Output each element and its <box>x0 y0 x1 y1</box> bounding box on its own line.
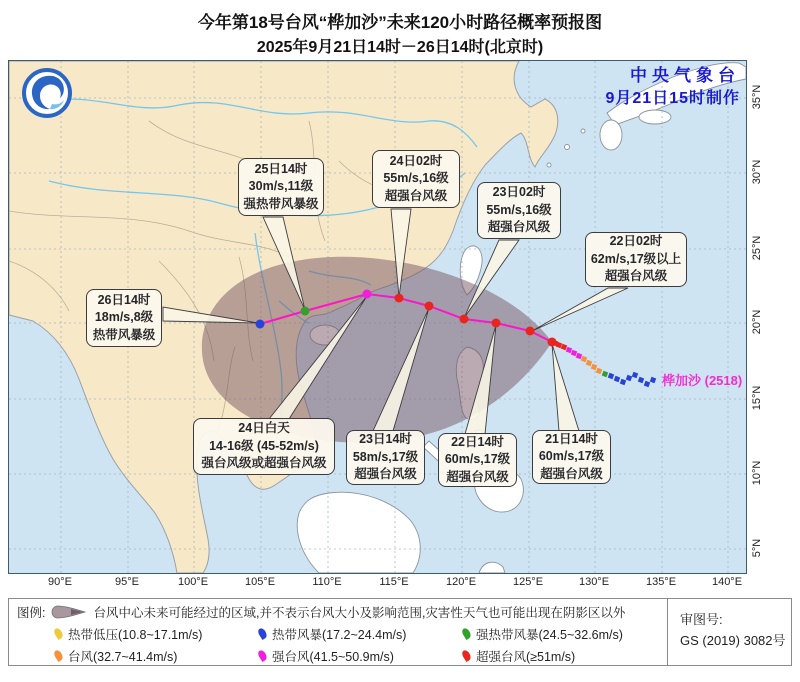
sulawesi <box>479 562 505 573</box>
forecast-point <box>256 320 265 329</box>
lat-tick-label: 15°N <box>751 385 763 411</box>
review-number: GS (2019) 3082号 <box>680 633 786 648</box>
legend-item-label: 热带低压(10.8~17.1m/s) <box>68 627 203 642</box>
page-subtitle: 2025年9月21日14时－26日14时(北京时) <box>256 39 544 56</box>
callout-line: 30m/s,11级 <box>248 179 314 194</box>
cone-icon <box>51 604 87 620</box>
callout-line: 26日14时 <box>97 292 151 307</box>
agency-issue-time: 9月21日15时制作 <box>605 90 740 107</box>
callout-line: 超强台风级 <box>604 269 668 284</box>
forecast-callout <box>86 289 162 347</box>
legend-item <box>463 625 667 643</box>
lat-tick-label: 25°N <box>751 235 763 261</box>
typhoon-category-marker <box>461 649 473 662</box>
observed-track <box>552 340 656 387</box>
lon-tick-label: 115°E <box>379 576 409 588</box>
lat-tick-label: 35°N <box>751 84 763 110</box>
callout-line: 超强台风级 <box>384 188 448 203</box>
forecast-callout <box>532 430 611 484</box>
lon-tick-label: 95°E <box>115 576 139 588</box>
borneo <box>297 492 420 573</box>
storm-name-label: 桦加沙 (2518) <box>662 373 743 388</box>
callout-line: 22日14时 <box>451 434 504 449</box>
forecast-callout <box>238 158 324 216</box>
lon-tick-label: 130°E <box>578 576 610 588</box>
lat-tick-label: 5°N <box>751 538 763 558</box>
observed-point <box>638 377 644 383</box>
callout-line: 60m/s,17级 <box>444 452 511 467</box>
callout-line: 55m/s,16级 <box>486 202 552 217</box>
lon-tick-label: 135°E <box>645 576 677 588</box>
legend-box <box>8 598 792 666</box>
callout-line: 24日02时 <box>389 153 443 168</box>
legend-item <box>259 625 463 643</box>
callout-line: 超强台风级 <box>487 220 551 235</box>
legend-row-1 <box>55 624 667 643</box>
legend-item <box>463 647 667 665</box>
forecast-callout <box>585 232 687 287</box>
observed-point <box>602 371 608 377</box>
callout-line: 23日14时 <box>359 432 412 447</box>
callout-line: 60m/s,17级 <box>538 449 605 464</box>
observed-point <box>591 364 597 370</box>
japan-shikoku <box>639 110 671 124</box>
callout-line: 21日14时 <box>545 431 598 446</box>
japan-kyushu <box>600 120 622 150</box>
lat-tick-label: 10°N <box>751 460 763 486</box>
lat-tick-label: 20°N <box>751 309 763 335</box>
forecast-callout <box>477 182 561 239</box>
callout-line: 25日14时 <box>254 161 308 176</box>
forecast-point <box>395 294 404 303</box>
callout-line: 24日白天 <box>238 421 290 436</box>
lat-tick-label: 30°N <box>751 159 763 185</box>
forecast-point <box>492 319 501 328</box>
legend-item-label: 强热带风暴(24.5~32.6m/s) <box>476 627 623 642</box>
legend-item <box>55 647 259 665</box>
observed-point <box>576 353 582 359</box>
observed-point <box>581 356 587 362</box>
observed-point <box>614 376 620 382</box>
lon-tick-label: 105°E <box>244 576 276 588</box>
callout-line: 62m/s,17级以上 <box>590 251 682 266</box>
legend-item-label: 热带风暴(17.2~24.4m/s) <box>272 627 407 642</box>
forecast-point <box>526 327 535 336</box>
callout-line: 超强台风级 <box>354 467 417 482</box>
callout-tail <box>532 288 628 331</box>
lon-tick-label: 125°E <box>512 576 544 588</box>
observed-point <box>650 377 656 383</box>
callout-line: 超强台风级 <box>540 466 603 481</box>
lon-tick-label: 110°E <box>312 576 342 588</box>
page-title: 今年第18号台风“桦加沙”未来120小时路径概率预报图 <box>197 13 603 32</box>
legend-caption: 图例: <box>17 606 46 620</box>
callout-line: 强热带风暴级 <box>243 196 319 211</box>
legend-cone-row <box>17 603 667 621</box>
callout-tail <box>552 344 579 431</box>
observed-point <box>566 347 572 353</box>
observed-point <box>626 375 632 381</box>
cma-logo <box>20 66 74 120</box>
legend-item-label: 超强台风(≥51m/s) <box>476 649 576 664</box>
forecast-callout <box>346 430 425 485</box>
callout-line: 14-16级 (45-52m/s) <box>209 438 319 453</box>
legend-item <box>55 625 259 643</box>
lon-tick-label: 140°E <box>711 576 743 588</box>
map-review-box <box>668 599 791 665</box>
observed-point <box>586 360 592 366</box>
legend-item-label: 强台风(41.5~50.9m/s) <box>272 649 394 664</box>
callout-line: 热带风暴级 <box>92 327 156 342</box>
typhoon-category-marker <box>461 627 473 640</box>
observed-point <box>644 381 650 387</box>
lon-tick-label: 100°E <box>177 576 209 588</box>
observed-point <box>571 350 577 356</box>
observed-point <box>632 372 638 378</box>
observed-point <box>596 368 602 374</box>
callout-line: 55m/s,16级 <box>383 171 449 186</box>
legend-main <box>9 599 668 665</box>
typhoon-category-marker <box>53 627 65 640</box>
typhoon-category-marker <box>257 649 269 662</box>
typhoon-category-marker <box>53 649 65 662</box>
forecast-point <box>301 307 310 316</box>
legend-row-2 <box>55 646 667 665</box>
legend-item <box>259 647 463 665</box>
observed-point <box>561 344 567 350</box>
probability-cone <box>202 257 552 443</box>
observed-point <box>608 373 614 379</box>
forecast-point <box>425 302 434 311</box>
callout-line: 18m/s,8级 <box>94 310 154 325</box>
callout-line: 22日02时 <box>609 234 663 249</box>
lon-tick-label: 120°E <box>445 576 477 588</box>
callout-line: 超强台风级 <box>446 469 509 484</box>
typhoon-category-marker <box>257 627 269 640</box>
legend-item-label: 台风(32.7~41.4m/s) <box>68 649 178 664</box>
forecast-point <box>363 290 372 299</box>
agency-block <box>606 64 741 110</box>
lon-tick-label: 90°E <box>48 576 72 588</box>
legend-cone-note: 台风中心未来可能经过的区域,并不表示台风大小及影响范围,灾害性天气也可能出现在阴影区以外 <box>93 606 626 620</box>
forecast-callout <box>438 433 517 487</box>
callout-line: 强台风级或超强台风级 <box>201 456 327 471</box>
review-label: 审图号: <box>680 612 723 627</box>
observed-point <box>620 379 626 385</box>
callout-line: 23日02时 <box>492 185 546 200</box>
forecast-callout <box>372 150 460 208</box>
agency-name: 中央气象台 <box>630 66 740 85</box>
forecast-callout <box>193 418 335 475</box>
callout-line: 58m/s,17级 <box>352 449 419 464</box>
forecast-point <box>460 315 469 324</box>
